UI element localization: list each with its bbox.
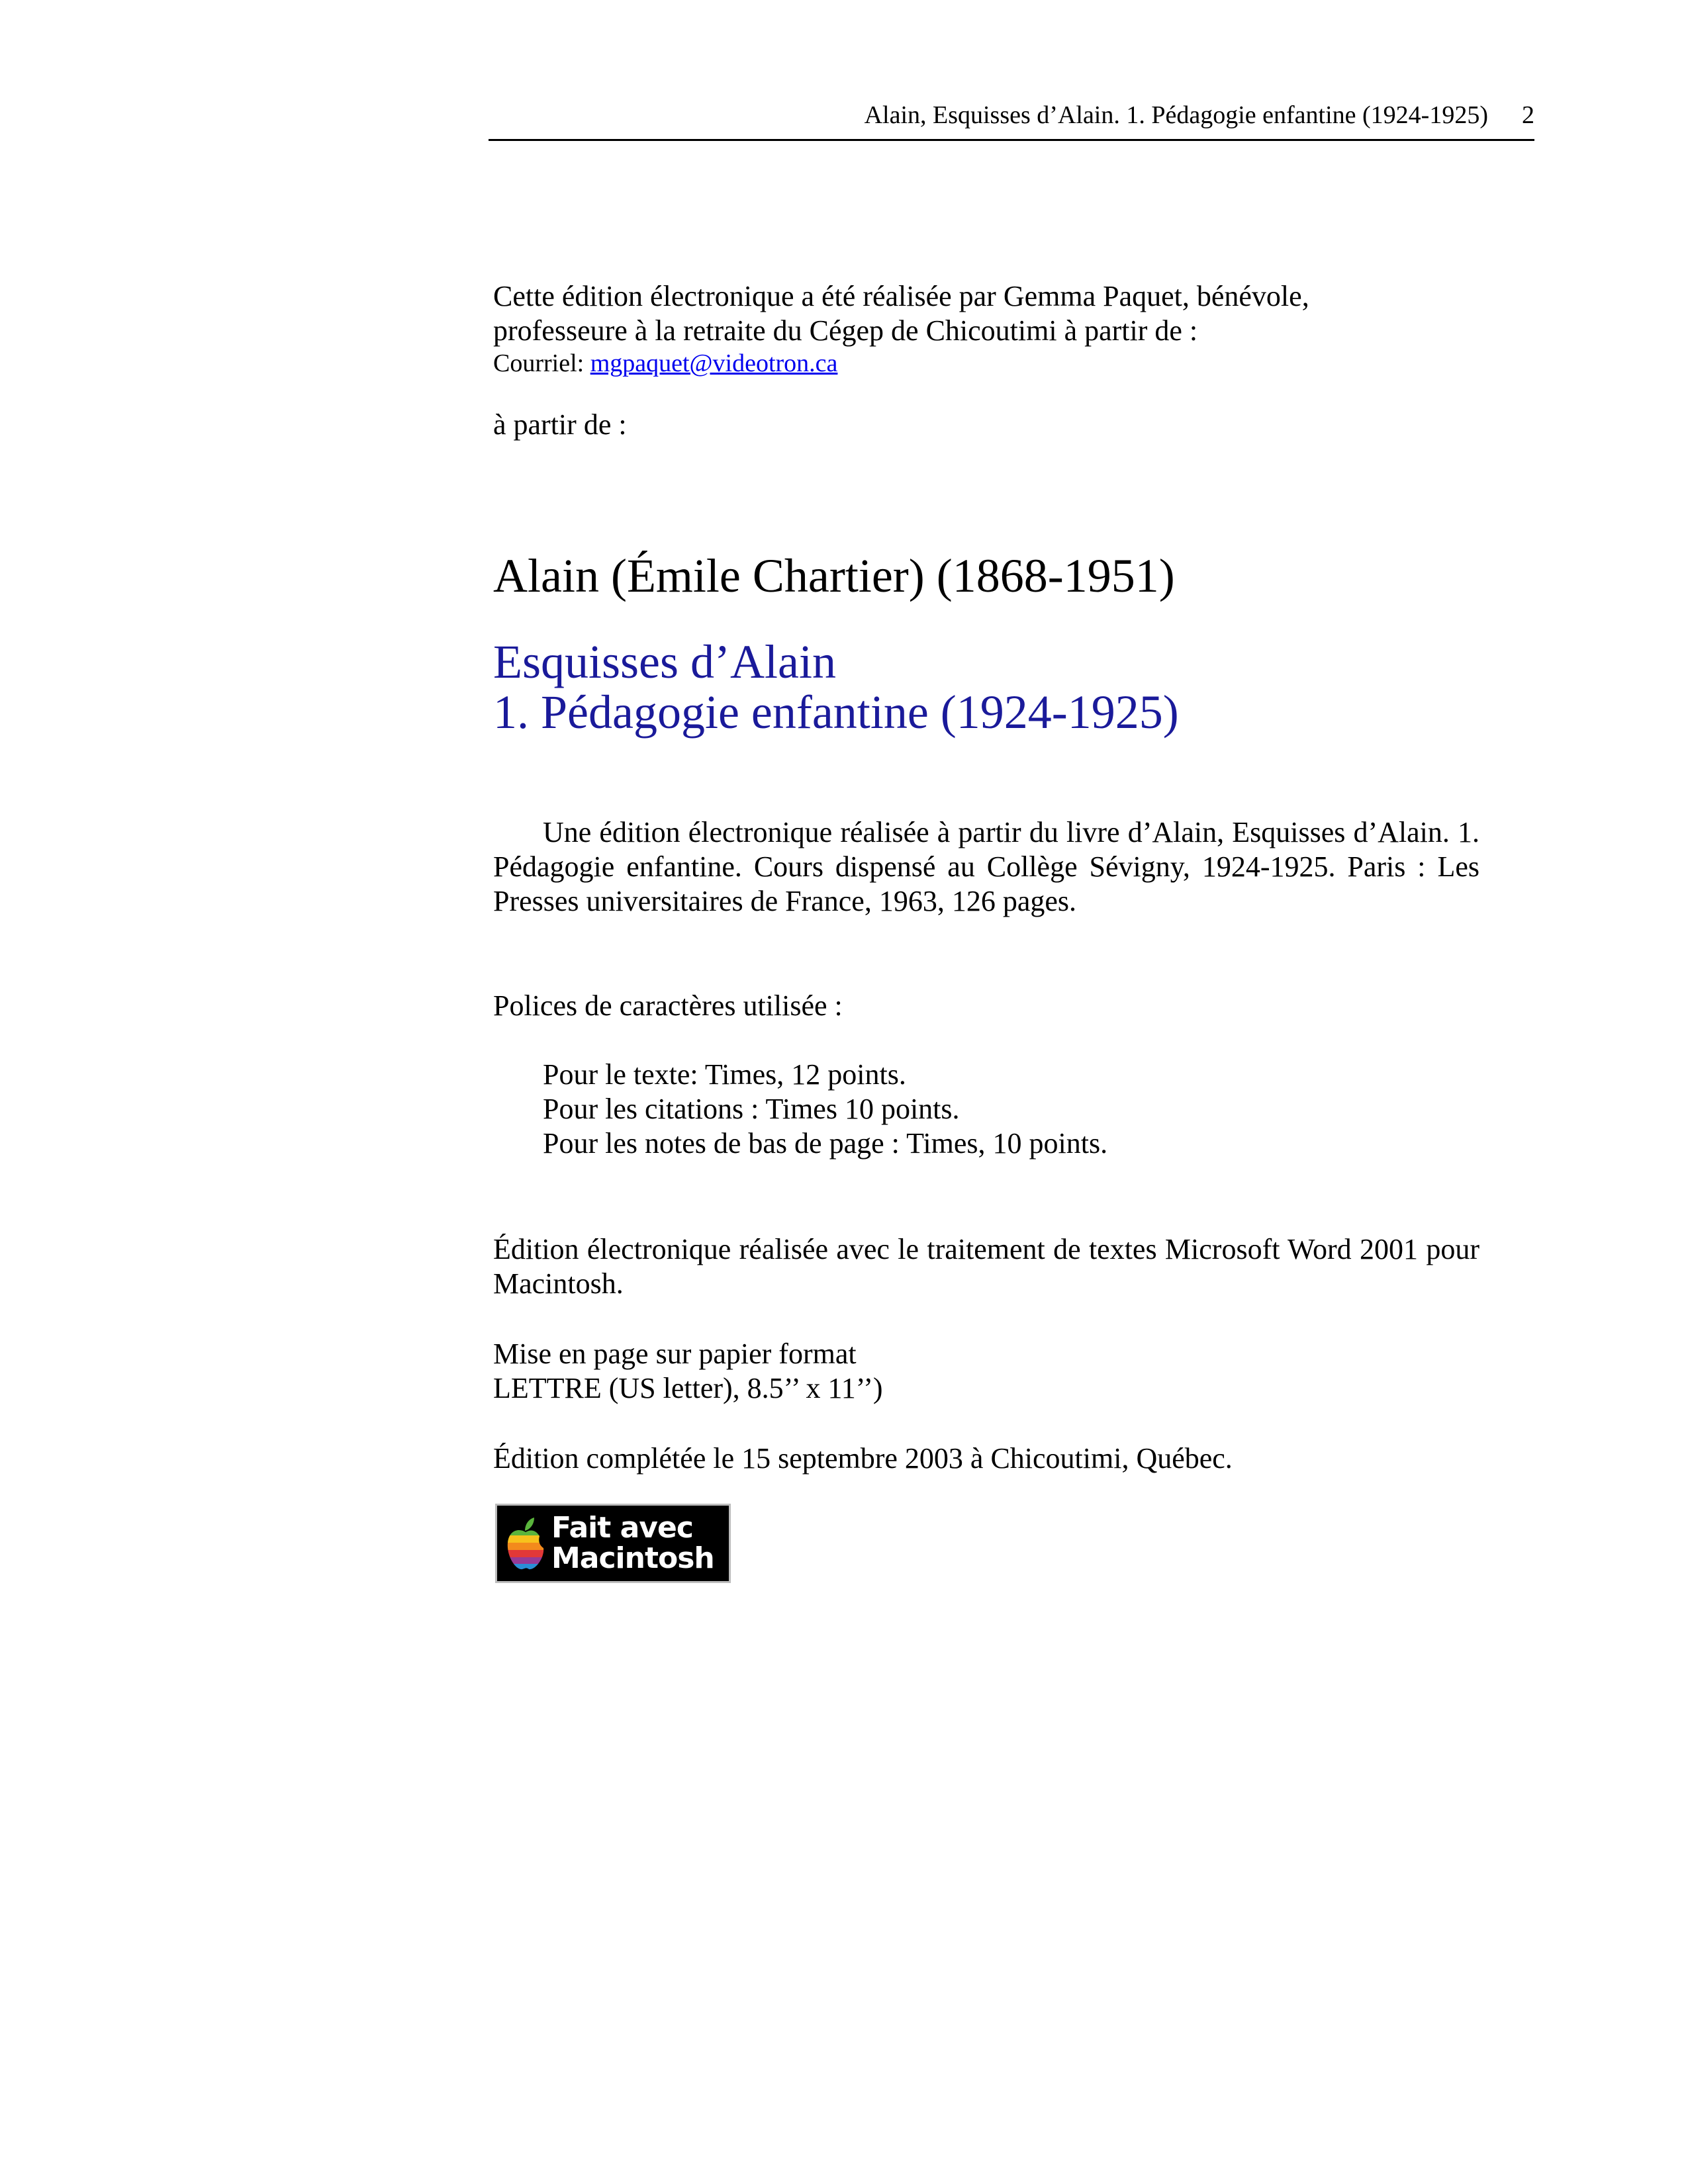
credits-line-1: Cette édition électronique a été réalisée par Gemma Paquet, bénévole, [493, 280, 1309, 312]
completion-date: Édition complétée le 15 septembre 2003 à Chicoutimi, Québec. [493, 1442, 1233, 1475]
book-title [493, 637, 1479, 737]
software-block [493, 1232, 1479, 1301]
font-item: Pour les citations : Times 10 points. [543, 1093, 960, 1125]
a-partir-de: à partir de : [493, 408, 627, 441]
font-item: Pour le texte: Times, 12 points. [543, 1058, 906, 1091]
email-link[interactable]: mgpaquet@videotron.ca [590, 349, 838, 377]
source-paragraph: Une édition électronique réalisée à partir du livre d’Alain, Esquisses d’Alain. 1. Pédagogie enfantine. Cours dispensé au Collège Sévigny, 1924-1925. Paris : Les Presses universitaires de France, 1963, 126 pages. [493, 816, 1479, 917]
running-header [489, 99, 1534, 141]
edition-software: Édition électronique réalisée avec le traitement de textes Microsoft Word 2001 pour Macintosh. [493, 1233, 1479, 1300]
badge-text [551, 1513, 714, 1574]
paper-line-1: Mise en page sur papier format [493, 1338, 857, 1370]
author-heading [493, 548, 1479, 604]
paper-block [493, 1337, 1479, 1406]
email-label: Courriel: [493, 349, 590, 377]
email-line [493, 348, 1479, 379]
badge-line-2: Macintosh [551, 1541, 714, 1575]
badge-line-1: Fait avec [551, 1511, 693, 1545]
paper-line-2: LETTRE (US letter), 8.5’’ x 11’’) [493, 1372, 883, 1404]
page-number: 2 [1522, 101, 1534, 129]
fonts-block [493, 989, 1479, 1161]
running-title: Alain, Esquisses d’Alain. 1. Pédagogie enfantine (1924-1925) [864, 101, 1488, 129]
fonts-heading: Polices de caractères utilisée : [493, 989, 843, 1022]
completed-block [493, 1441, 1479, 1476]
fonts-list [493, 1058, 1479, 1161]
title-line-2: 1. Pédagogie enfantine (1924-1925) [493, 686, 1179, 739]
font-item: Pour les notes de bas de page : Times, 10 points. [543, 1127, 1108, 1160]
title-line-1: Esquisses d’Alain [493, 635, 836, 688]
made-with-macintosh-badge [495, 1504, 731, 1583]
apple-logo-icon [505, 1515, 546, 1572]
credits-block [493, 279, 1479, 442]
credits-line-2: professeure à la retraite du Cégep de Chicoutimi à partir de : [493, 314, 1198, 347]
source-block [493, 815, 1479, 919]
author-name: Alain (Émile Chartier) (1868-1951) [493, 549, 1175, 602]
